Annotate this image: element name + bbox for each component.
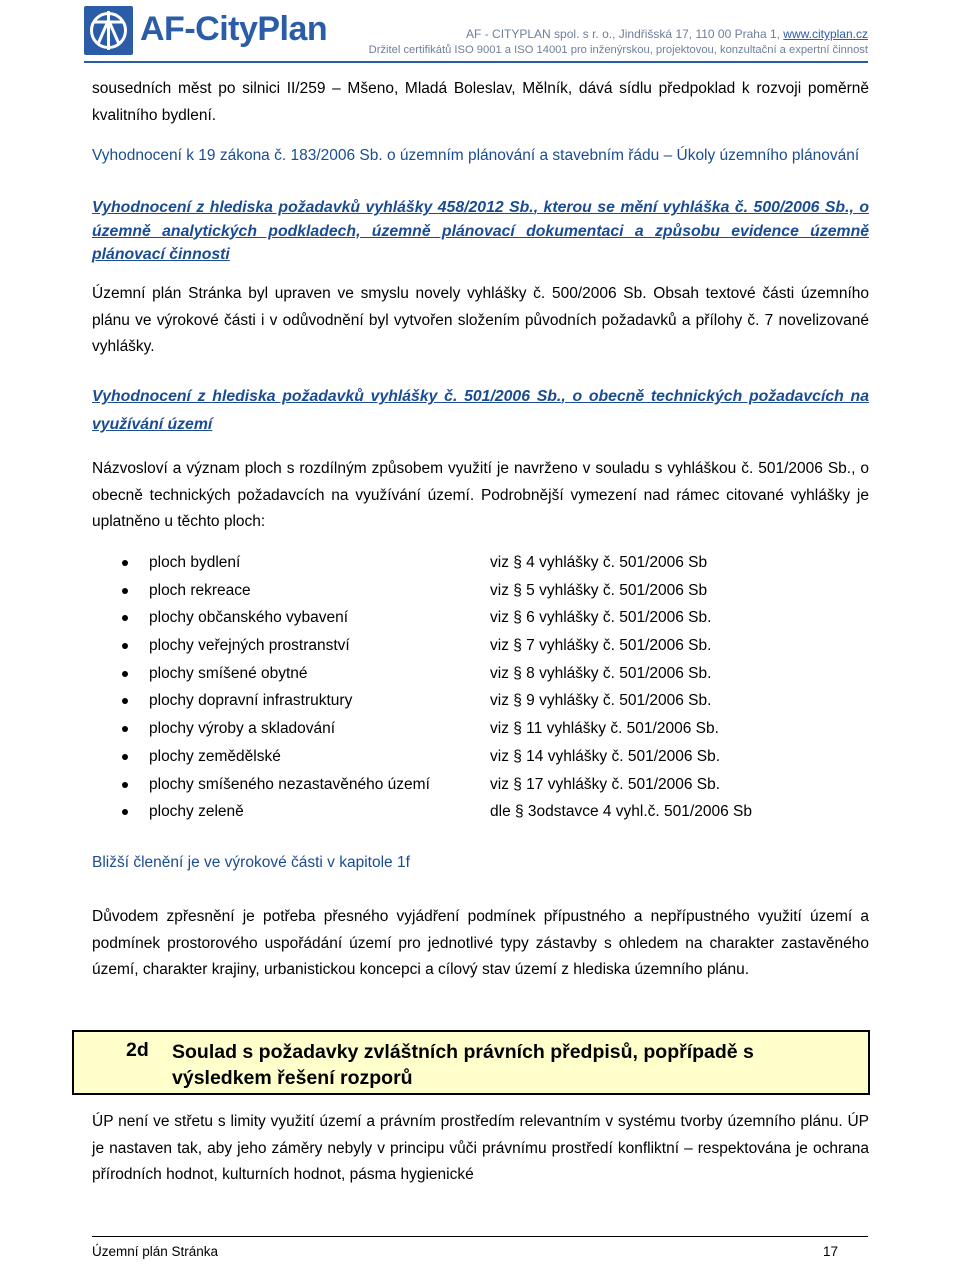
section-heading-box [72, 1030, 870, 1095]
list-item [92, 687, 872, 715]
zone-name: plochy zeleně [149, 803, 244, 821]
list-item [92, 604, 872, 632]
footer-divider [92, 1236, 868, 1237]
bullet-icon [122, 726, 128, 732]
list-item [92, 660, 872, 688]
zone-reference: viz § 4 vyhlášky č. 501/2006 Sb [490, 554, 708, 571]
paragraph-detail-reference: Bližší členění je ve výrokové části v kapitole 1f [92, 854, 410, 871]
zone-reference: viz § 8 vyhlášky č. 501/2006 Sb. [490, 664, 712, 682]
bullet-icon [122, 782, 128, 788]
company-prefix: AF - CITYPLAN spol. s r. o., Jindřišská 17, 110 00 Praha 1, [466, 27, 784, 41]
section-title: Soulad s požadavky zvláštních právních předpisů, popřípadě s výsledkem řešení rozporů [172, 1041, 754, 1089]
zone-reference: viz § 6 vyhlášky č. 501/2006 Sb. [490, 609, 712, 627]
list-item [92, 632, 872, 660]
page-number: 17 [822, 1244, 838, 1259]
list-item [92, 549, 872, 577]
zone-reference: viz § 5 vyhlášky č. 501/2006 Sb [490, 581, 708, 599]
bullet-icon [122, 588, 128, 594]
paragraph-reasoning: Důvodem zpřesnění je potřeba přesného vyjádření podmínek přípustného a nepřípustného využití území a podmínek prostorového uspořádání území pro jednotlivé typy zástavby s ohledem na charakter zastavěného území, charakter krajiny, urbanistickou koncepci a cílový stav území z hlediska územního plánu. [92, 908, 869, 978]
bullet-icon [122, 615, 128, 621]
bullet-icon [122, 560, 128, 566]
zone-reference: viz § 11 vyhlášky č. 501/2006 Sb. [490, 720, 719, 738]
zone-name: ploch rekreace [149, 581, 251, 599]
zone-reference: dle § 3odstavce 4 vyhl.č. 501/2006 Sb [490, 803, 752, 821]
zones-list [92, 549, 872, 826]
zone-reference: viz § 9 vyhlášky č. 501/2006 Sb. [490, 692, 712, 710]
paragraph-nomenclature: Názvosloví a význam ploch s rozdílným způsobem využití je navrženo v souladu s vyhláškou č. 501/2006 Sb., o obecně technických požadavcích na využívání území. Podrobnější vymezení nad rámec citované vyhlášky je uplatněno u těchto ploch: [92, 460, 869, 530]
zone-name: plochy smíšeného nezastavěného území [149, 775, 430, 793]
heading-decree-458-rest: kterou se mění vyhláška č. 500/2006 Sb., o územně analytických podkladech, územně plánovací dokumentaci a způsobu evidence územně plánovací činnosti [92, 199, 869, 263]
heading-decree-501-title: Vyhodnocení z hlediska požadavků vyhlášky č. 501/2006 Sb. [92, 388, 562, 405]
zone-name: plochy veřejných prostranství [149, 637, 350, 655]
footer-document-title: Územní plán Stránka [92, 1244, 219, 1259]
heading-decree-458-separator: , [533, 199, 544, 216]
bullet-icon [122, 698, 128, 704]
zone-reference: viz § 7 vyhlášky č. 501/2006 Sb. [490, 637, 712, 655]
paragraph-evaluation-law: Vyhodnocení k 19 zákona č. 183/2006 Sb. o územním plánování a stavebním řádu – Úkoly územního plánování [92, 147, 860, 164]
zone-name: plochy výroby a skladování [149, 720, 336, 738]
heading-decree-501-rest: , o obecně technických požadavcích na využívání území [92, 388, 869, 433]
bullet-icon [122, 809, 128, 815]
header-divider [84, 61, 868, 63]
bullet-icon [122, 754, 128, 760]
zone-name: plochy dopravní infrastruktury [149, 692, 353, 710]
zone-name: plochy smíšené obytné [149, 664, 308, 682]
zone-name: plochy zemědělské [149, 747, 281, 765]
zone-name: ploch bydlení [149, 554, 241, 571]
list-item [92, 798, 872, 826]
heading-decree-458 [92, 196, 869, 267]
page-header [0, 0, 960, 66]
heading-decree-501 [92, 383, 869, 439]
certificate-line: Držitel certifikátů ISO 9001 a ISO 14001 pro inženýrskou, projektovou, konzultační a expertní činnost [368, 44, 868, 56]
heading-decree-458-title: Vyhodnocení z hlediska požadavků vyhlášky 458/2012 Sb. [92, 199, 534, 216]
paragraph-intro: sousedních měst po silnici II/259 – Mšeno, Mladá Boleslav, Mělník, dává sídlu předpoklad k rozvoji poměrně kvalitního bydlení. [92, 80, 869, 124]
list-item [92, 771, 872, 799]
zone-reference: viz § 14 vyhlášky č. 501/2006 Sb. [490, 747, 721, 765]
list-item [92, 715, 872, 743]
list-item [92, 577, 872, 605]
company-address [466, 27, 868, 41]
bullet-icon [122, 671, 128, 677]
zone-name: plochy občanského vybavení [149, 609, 349, 627]
company-url-link[interactable]: www.cityplan.cz [783, 27, 868, 41]
zone-reference: viz § 17 vyhlášky č. 501/2006 Sb. [490, 775, 721, 793]
list-item [92, 743, 872, 771]
paragraph-plan-update: Územní plán Stránka byl upraven ve smyslu novely vyhlášky č. 500/2006 Sb. Obsah textové části územního plánu ve výrokové části i v odůvodnění byl vytvořen složením původních požadavků a přílohy č. 7 novelizované vyhlášky. [92, 285, 869, 355]
af-logo-icon [84, 6, 133, 55]
paragraph-compliance: ÚP není ve střetu s limity využití území a právním prostředím relevantním v systému tvorby územního plánu. ÚP je nastaven tak, aby jeho záměry nebyly v principu vůči právnímu prostředí konfliktní – respektována je ochrana přírodních hodnot, kulturních hodnot, pásma hygienické [92, 1113, 869, 1183]
section-number: 2d [126, 1039, 149, 1061]
bullet-icon [122, 643, 128, 649]
brand-name: AF-CityPlan [140, 10, 328, 48]
